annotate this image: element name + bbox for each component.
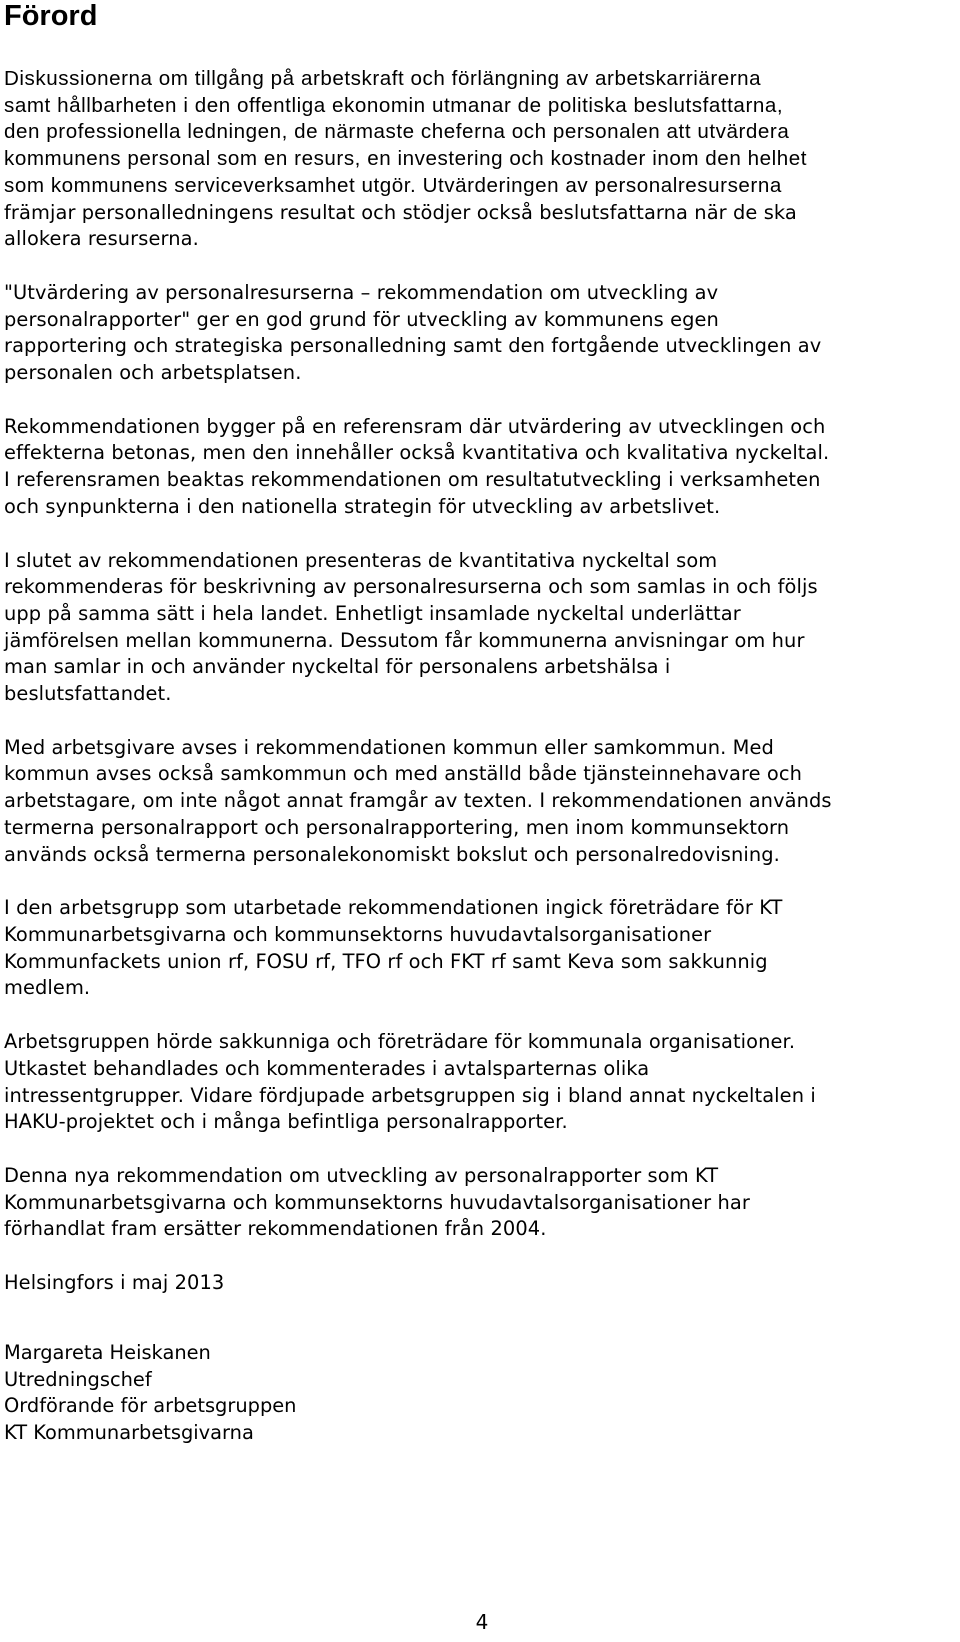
text-line: rapportering och strategiska personalledning samt den fortgående utvecklingen av [4, 334, 822, 358]
text-line: samt hållbarheten i den offentliga ekonomin utmanar de politiska beslutsfattarna, [4, 93, 784, 117]
text-line: Rekommendationen bygger på en referensram där utvärdering av utvecklingen och [4, 414, 826, 438]
paragraph-framework [4, 414, 950, 521]
text-line: Kommunarbetsgivarna och kommunsektorns huvudavtalsorganisationer har [4, 1190, 750, 1214]
text-line: personalen och arbetsplatsen. [4, 361, 302, 385]
text-line: som kommunens serviceverksamhet utgör. Utvärderingen av personalresurserna [4, 173, 782, 197]
text-line: förhandlat fram ersätter rekommendationen från 2004. [4, 1217, 547, 1241]
text-line: den professionella ledningen, de närmaste cheferna och personalen att utvärdera [4, 120, 790, 144]
text-line: Arbetsgruppen hörde sakkunniga och företrädare för kommunala organisationer. [4, 1030, 796, 1054]
text-line: upp på samma sätt i hela landet. Enhetligt insamlade nyckeltal underlättar [4, 601, 741, 625]
text-line: medlem. [4, 976, 91, 1000]
text-line: intressentgrupper. Vidare fördjupade arbetsgruppen sig i bland annat nyckeltalen i [4, 1083, 816, 1107]
paragraph-replacement [4, 1163, 950, 1243]
paragraph-working-group [4, 895, 950, 1002]
text-line: I slutet av rekommendationen presenteras de kvantitativa nyckeltal som [4, 548, 718, 572]
text-line: personalrapporter" ger en god grund för utveckling av kommunens egen [4, 307, 719, 331]
text-line: används också termerna personalekonomiskt bokslut och personalredovisning. [4, 842, 780, 866]
text-line: kommun avses också samkommun och med anställd både tjänsteinnehavare och [4, 762, 803, 786]
paragraph-definitions [4, 735, 950, 869]
text-line: allokera resurserna. [4, 227, 199, 251]
page-number: 4 [475, 1610, 489, 1634]
text-line: Denna nya rekommendation om utveckling av personalrapporter som KT [4, 1163, 719, 1187]
text-line: Kommunfackets union rf, FOSU rf, TFO rf och FKT rf samt Keva som sakkunnig [4, 949, 768, 973]
signatory-organization: KT Kommunarbetsgivarna [4, 1421, 254, 1445]
page-title: Förord [4, 0, 98, 32]
text-line: man samlar in och använder nyckeltal för personalens arbetshälsa i [4, 655, 671, 679]
text-line: I den arbetsgrupp som utarbetade rekommendationen ingick företrädare för KT [4, 896, 783, 920]
text-line: I referensramen beaktas rekommendationen om resultatutveckling i verksamheten [4, 468, 821, 492]
text-line: effekterna betonas, men den innehåller också kvantitativa och kvalitativa nyckeltal. [4, 441, 830, 465]
signatory-group-role: Ordförande för arbetsgruppen [4, 1394, 297, 1418]
paragraph-consultation [4, 1029, 950, 1136]
paragraph-key-figures [4, 548, 950, 708]
text-line: HAKU-projektet och i många befintliga personalrapporter. [4, 1110, 568, 1134]
paragraph-recommendation [4, 280, 950, 387]
text-line: Med arbetsgivare avses i rekommendationen kommun eller samkommun. Med [4, 735, 774, 759]
text-line: Kommunarbetsgivarna och kommunsektorns huvudavtalsorganisationer [4, 922, 712, 946]
text-line: termerna personalrapport och personalrapportering, men inom kommunsektorn [4, 815, 790, 839]
text-line: och synpunkterna i den nationella strategin för utveckling av arbetslivet. [4, 494, 721, 518]
text-line: arbetstagare, om inte något annat framgår av texten. I rekommendationen används [4, 789, 832, 813]
text-line: "Utvärdering av personalresurserna – rekommendation om utveckling av [4, 280, 719, 304]
text-line: beslutsfattandet. [4, 682, 172, 706]
text-line: främjar personalledningens resultat och stödjer också beslutsfattarna när de ska [4, 200, 797, 224]
text-line: rekommenderas för beskrivning av personalresurserna och som samlas in och följs [4, 575, 818, 599]
signatory-role: Utredningschef [4, 1367, 152, 1391]
place-and-date [4, 1270, 950, 1297]
text-line: Utkastet behandlades och kommenterades i avtalsparternas olika [4, 1056, 650, 1080]
text-line: jämförelsen mellan kommunerna. Dessutom får kommunerna anvisningar om hur [4, 628, 805, 652]
text-line: Diskussionerna om tillgång på arbetskraft och förlängning av arbetskarriärerna [4, 67, 762, 90]
paragraph-intro [4, 66, 950, 253]
document-body [4, 66, 950, 1324]
signatory-name: Margareta Heiskanen [4, 1341, 211, 1364]
text-line: kommunens personal som en resurs, en investering och kostnader inom den helhet [4, 147, 807, 171]
text-line: Helsingfors i maj 2013 [4, 1271, 225, 1295]
signature-block [4, 1340, 296, 1447]
